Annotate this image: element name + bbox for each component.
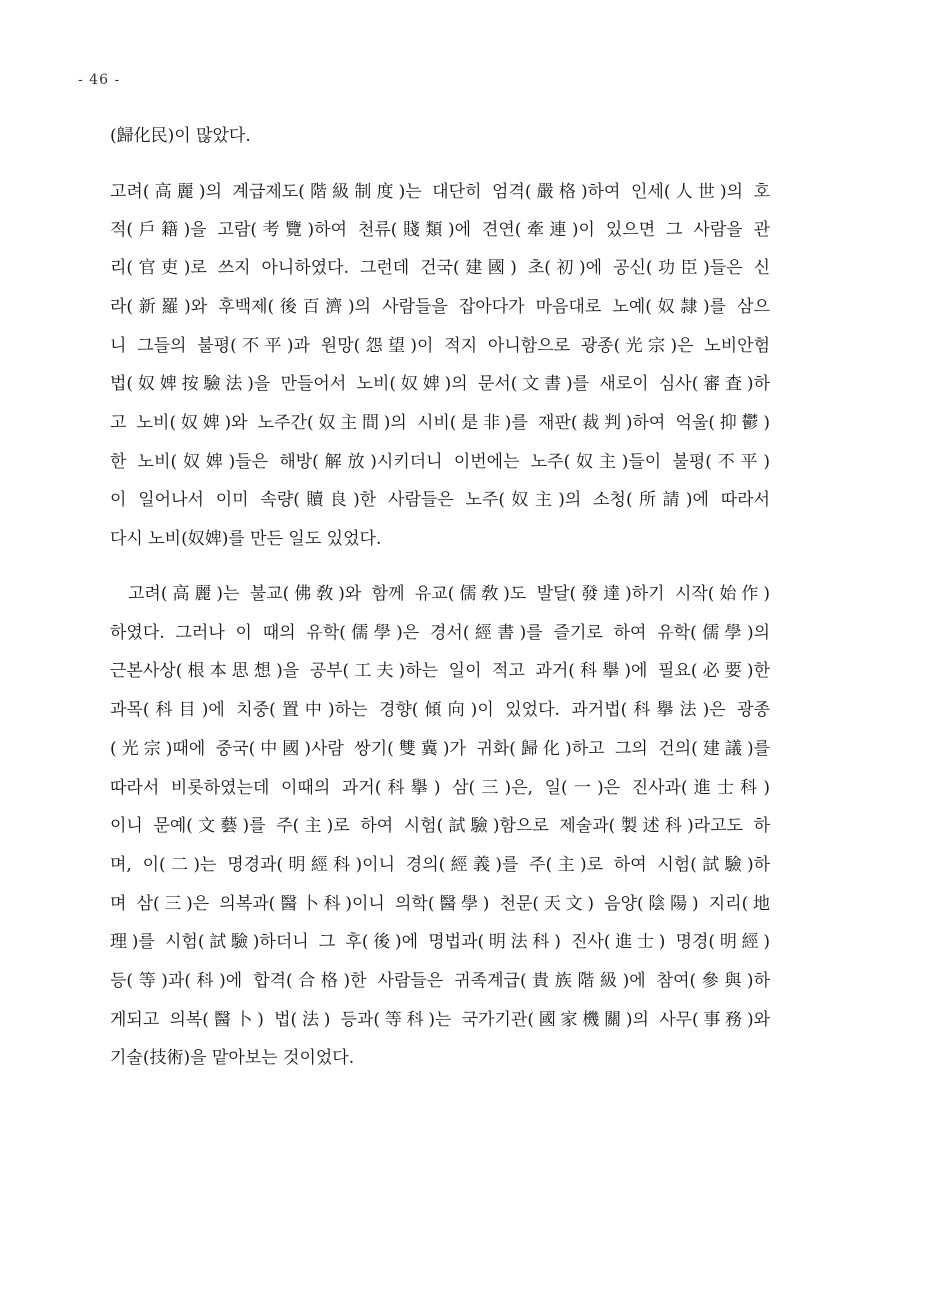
text-line: 등(等)과(科)에 합격(合格)한 사람들은 귀족계급(貴族階級)에 참여(參與)하 [110, 971, 770, 991]
text-line: 법(奴婢按驗法)을 만들어서 노비(奴婢)의 문서(文書)를 새로이 심사(審査)하 [110, 374, 770, 394]
text-line: 과목(科目)에 치중(置中)하는 경향(傾向)이 있었다. 과거법(科擧法)은 광종 [110, 700, 770, 720]
text-line: 기술(技術)을 맡아보는 것이었다. [110, 1048, 355, 1068]
text-line: (歸化民)이 많았다. [110, 126, 251, 146]
text-line: 고 노비(奴婢)와 노주간(奴主間)의 시비(是非)를 재판(裁判)하여 억울(抑鬱) [110, 413, 770, 433]
text-line: 며, 이(二)는 명경과(明經科)이니 경의(經義)를 주(主)로 하여 시험(試驗)하 [110, 855, 770, 875]
text-line: 다시 노비(奴婢)를 만든 일도 있었다. [110, 529, 382, 549]
text-line: 리(官吏)로 쓰지 아니하였다. 그런데 건국(建國) 초(初)에 공신(功臣)들은 신 [110, 258, 770, 278]
text-line: 적(戶籍)을 고람(考覽)하여 천류(賤類)에 견연(牽連)이 있으면 그 사람을 관 [110, 220, 770, 240]
text-line: 근본사상(根本思想)을 공부(工夫)하는 일이 적고 과거(科擧)에 필요(必要)한 [110, 661, 770, 681]
text-line: 니 그들의 불평(不平)과 원망(怨望)이 적지 아니함으로 광종(光宗)은 노비안험 [110, 336, 770, 356]
text-line: 따라서 비롯하였는데 이때의 과거(科擧) 삼(三)은, 일(一)은 진사과(進士科) [110, 778, 770, 798]
text-line: (光宗)때에 중국(中國)사람 쌍기(雙冀)가 귀화(歸化)하고 그의 건의(建議)를 [110, 739, 770, 759]
text-line: 라(新羅)와 후백제(後百濟)의 사람들을 잡아다가 마음대로 노예(奴隷)를 삼으 [110, 297, 770, 317]
text-line: 며 삼(三)은 의복과(醫卜科)이니 의학(醫學) 천문(天文) 음양(陰陽) 지리(地 [110, 894, 770, 914]
text-line: 理)를 시험(試驗)하더니 그 후(後)에 명법과(明法科) 진사(進士) 명경(明經) [110, 932, 770, 952]
text-line: 고려(高麗)는 불교(佛敎)와 함께 유교(儒敎)도 발달(發達)하기 시작(始作) [128, 584, 770, 604]
page-number: - 46 - [78, 72, 121, 88]
text-line: 하였다. 그러나 이 때의 유학(儒學)은 경서(經書)를 즐기로 하여 유학(儒學)의 [110, 623, 770, 643]
text-line: 한 노비(奴婢)들은 해방(解放)시키더니 이번에는 노주(奴主)들이 불평(不平) [110, 452, 770, 472]
text-line: 고려(高麗)의 계급제도(階級制度)는 대단히 엄격(嚴格)하여 인세(人世)의 호 [110, 182, 770, 202]
text-line: 게되고 의복(醫卜) 법(法) 등과(等科)는 국가기관(國家機關)의 사무(事務)와 [110, 1010, 770, 1030]
text-line: 이니 문예(文藝)를 주(主)로 하여 시험(試驗)함으로 제술과(製述科)라고도 하 [110, 816, 770, 836]
text-line: 이 일어나서 이미 속량(贖良)한 사람들은 노주(奴主)의 소청(所請)에 따라서 [110, 490, 770, 510]
